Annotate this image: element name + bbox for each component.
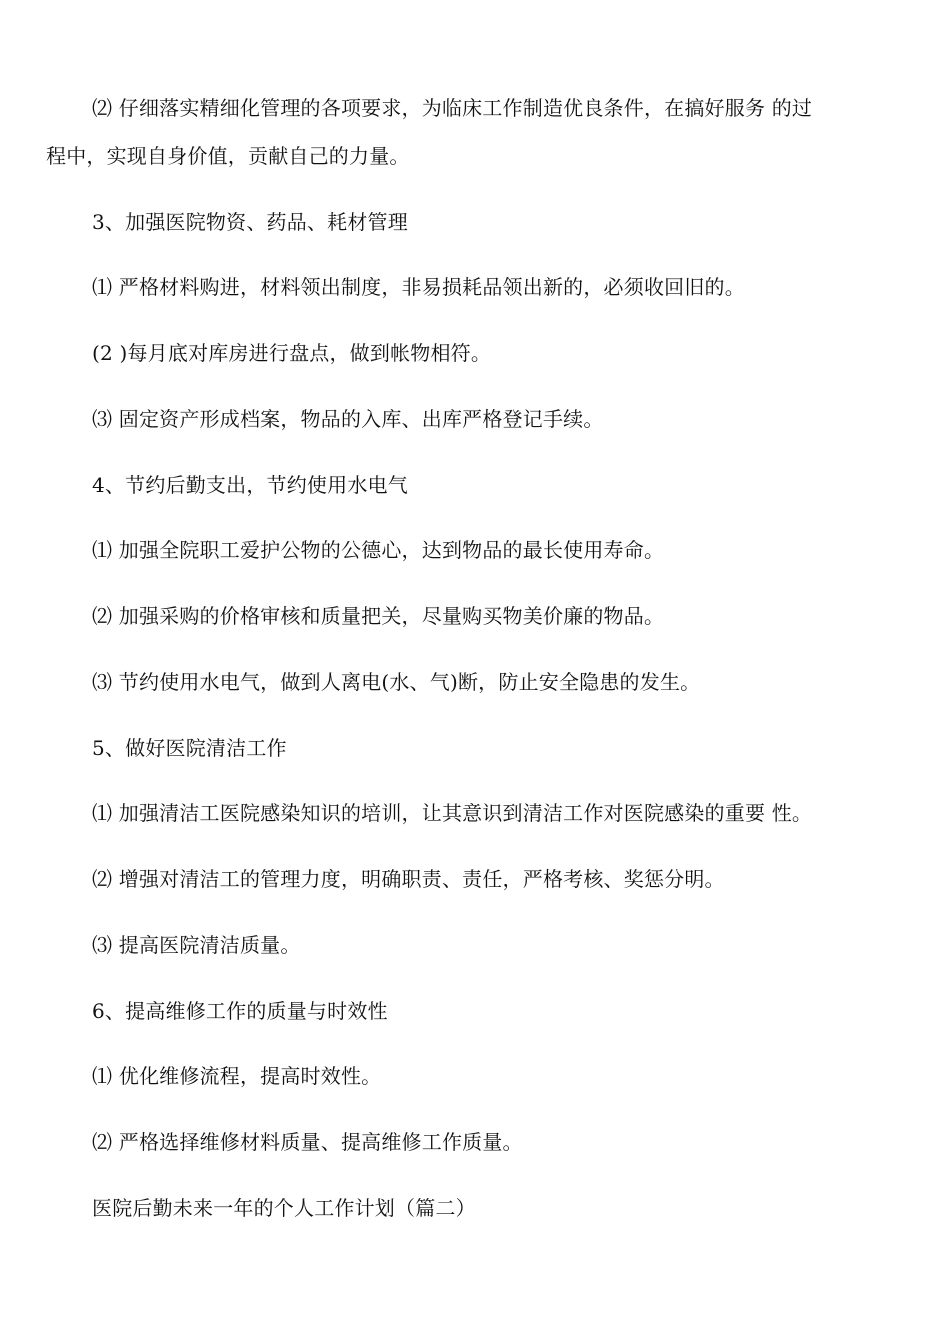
- section-heading: 6、提高维修工作的质量与时效性: [92, 999, 388, 1023]
- list-item: ⑵ 严格选择维修材料质量、提高维修工作质量。: [92, 1130, 523, 1154]
- list-item: ⑶ 节约使用水电气，做到人离电(水、气)断，防止安全隐患的发生。: [92, 670, 701, 694]
- paragraph-line: ⑵ 仔细落实精细化管理的各项要求，为临床工作制造优良条件，在搞好服务 的过: [92, 96, 813, 120]
- list-item: ⑵ 加强采购的价格审核和质量把关，尽量购买物美价廉的物品。: [92, 604, 665, 628]
- list-item: ⑵ 增强对清洁工的管理力度，明确职责、责任，严格考核、奖惩分明。: [92, 867, 725, 891]
- list-item: ⑴ 加强全院职工爱护公物的公德心，达到物品的最长使用寿命。: [92, 538, 665, 562]
- list-item: ⑶ 提高医院清洁质量。: [92, 933, 301, 957]
- list-item: ⑴ 优化维修流程，提高时效性。: [92, 1064, 382, 1088]
- document-title: 医院后勤未来一年的个人工作计划（篇二）: [92, 1196, 476, 1220]
- list-item: ⑴ 严格材料购进，材料领出制度，非易损耗品领出新的，必须收回旧的。: [92, 275, 745, 299]
- list-item: ⑴ 加强清洁工医院感染知识的培训，让其意识到清洁工作对医院感染的重要 性。: [92, 801, 813, 825]
- list-item: ⑶ 固定资产形成档案，物品的入库、出库严格登记手续。: [92, 407, 604, 431]
- section-heading: 4、节约后勤支出，节约使用水电气: [92, 473, 408, 497]
- section-heading: 3、加强医院物资、药品、耗材管理: [92, 210, 408, 234]
- list-item: (2 )每月底对库房进行盘点，做到帐物相符。: [92, 341, 492, 365]
- section-heading: 5、做好医院清洁工作: [92, 736, 287, 760]
- paragraph-line-continuation: 程中，实现自身价值，贡献自己的力量。: [46, 144, 410, 168]
